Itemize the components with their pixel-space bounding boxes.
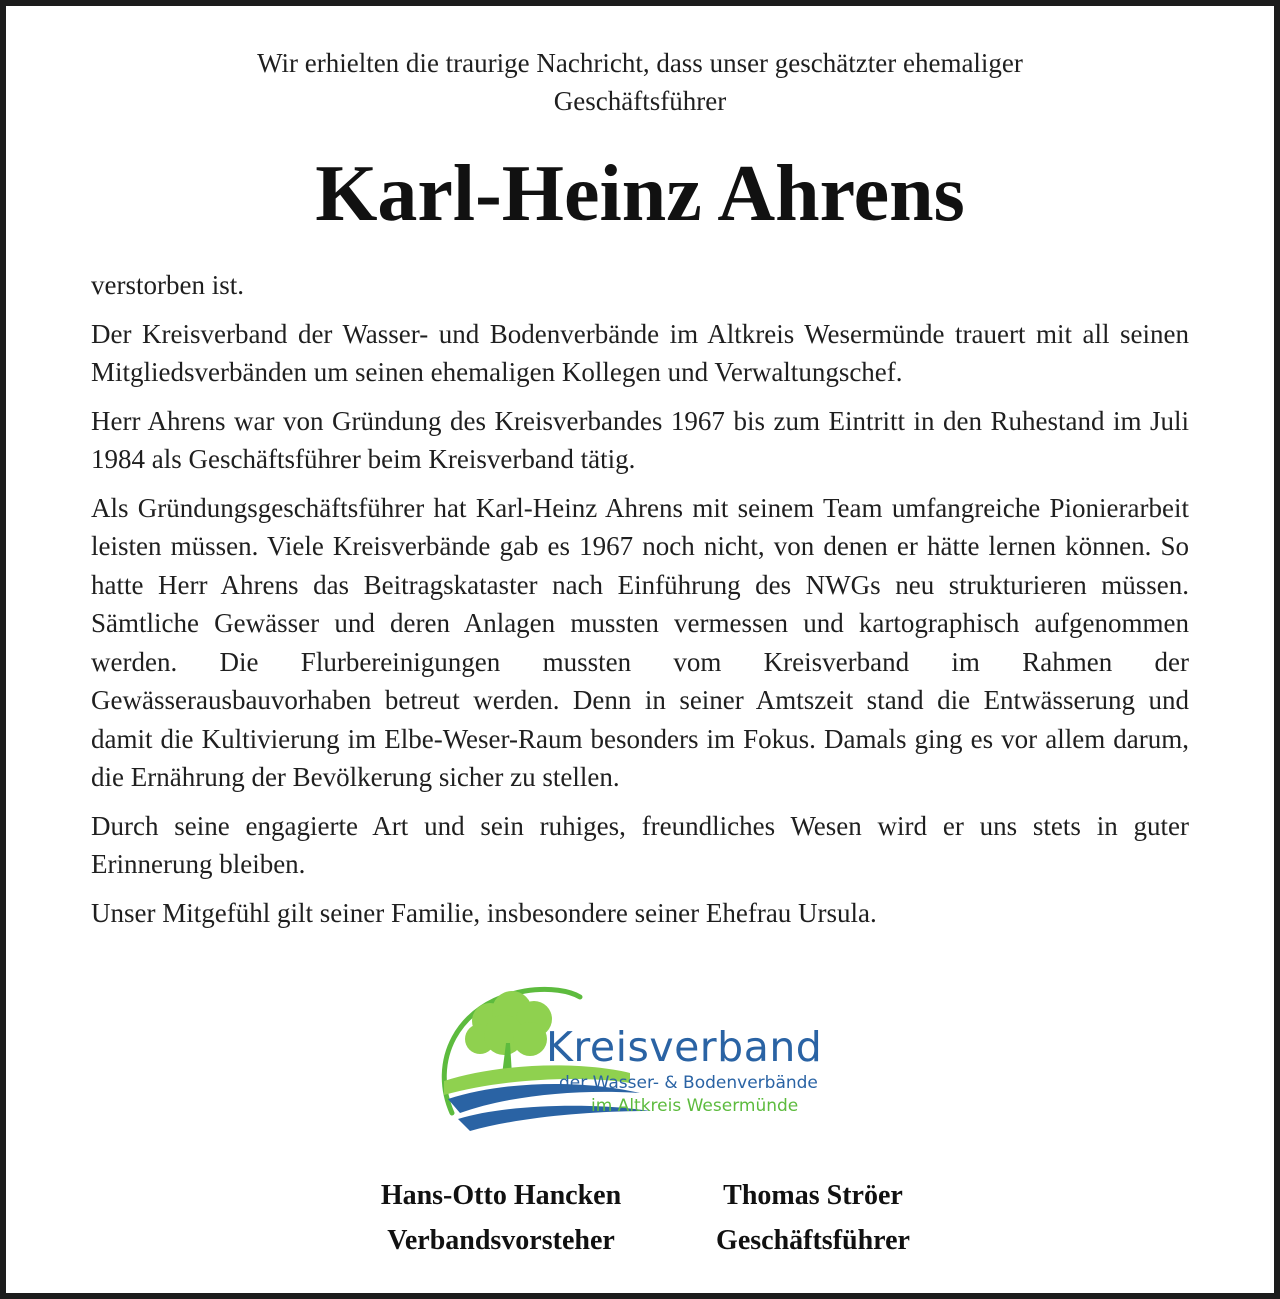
paragraph-2: Der Kreisverband der Wasser- und Bodenverbände im Altkreis Wesermünde trauert mit all seinen Mitgliedsverbänden um seinen ehemaligen Kollegen und Verwaltungschef. <box>91 318 1189 387</box>
signature-role: Geschäftsführer <box>716 1225 910 1256</box>
logo-subtitle-2: im Altkreis Wesermünde <box>591 1096 799 1116</box>
signature-left <box>351 1173 651 1263</box>
paragraph-4: Als Gründungsgeschäftsführer hat Karl-Heinz Ahrens mit seinem Team umfangreiche Pionierarbeit leisten müssen. Viele Kreisverbände gab es 1967 noch nicht, von denen er hätte lernen können. So hatte Herr Ahrens das Beitragskataster nach Einführung des NWGs neu strukturieren müssen. Sämtliche Gewässer und deren Anlagen mussten vermessen und kartographisch aufgenommen werden. Die Flurbereinigungen mussten vom Kreisverband im Rahmen der Gewässerausbauvorhaben betreut werden. Denn in seiner Amtszeit stand die Entwässerung und damit die Kultivierung im Elbe-Weser-Raum besonders im Fokus. Damals ging es vor allem darum, die Ernährung der Bevölkerung sicher zu stellen. <box>91 492 1189 792</box>
signature-name: Thomas Ströer <box>723 1180 903 1211</box>
paragraph-5: Durch seine engagierte Art und sein ruhiges, freundliches Wesen wird er uns stets in guter Erinnerung bleiben. <box>91 810 1189 879</box>
intro-line-1: Wir erhielten die traurige Nachricht, dass unser geschätzter ehemaliger <box>257 48 1023 78</box>
signature-name: Hans-Otto Hancken <box>380 1180 622 1211</box>
paragraph-3: Herr Ahrens war von Gründung des Kreisverbandes 1967 bis zum Eintritt in den Ruhestand im Juli 1984 als Geschäftsführer beim Kreisverband tätig. <box>91 405 1189 474</box>
intro-text <box>0 44 1280 120</box>
kreisverband-logo <box>430 983 860 1138</box>
logo-wordmark: Kreisverband <box>546 1023 823 1071</box>
logo-subtitle-1: der Wasser- & Bodenverbände <box>559 1073 818 1093</box>
deceased-name: Karl-Heinz Ahrens <box>315 150 965 238</box>
intro-line-2: Geschäftsführer <box>553 86 727 116</box>
signature-role: Verbandsvorsteher <box>387 1225 615 1256</box>
notice-body <box>91 266 1189 942</box>
paragraph-6: Unser Mitgefühl gilt seiner Familie, insbesondere seiner Ehefrau Ursula. <box>91 897 877 928</box>
signature-right <box>663 1173 963 1263</box>
paragraph-1: verstorben ist. <box>91 270 244 300</box>
